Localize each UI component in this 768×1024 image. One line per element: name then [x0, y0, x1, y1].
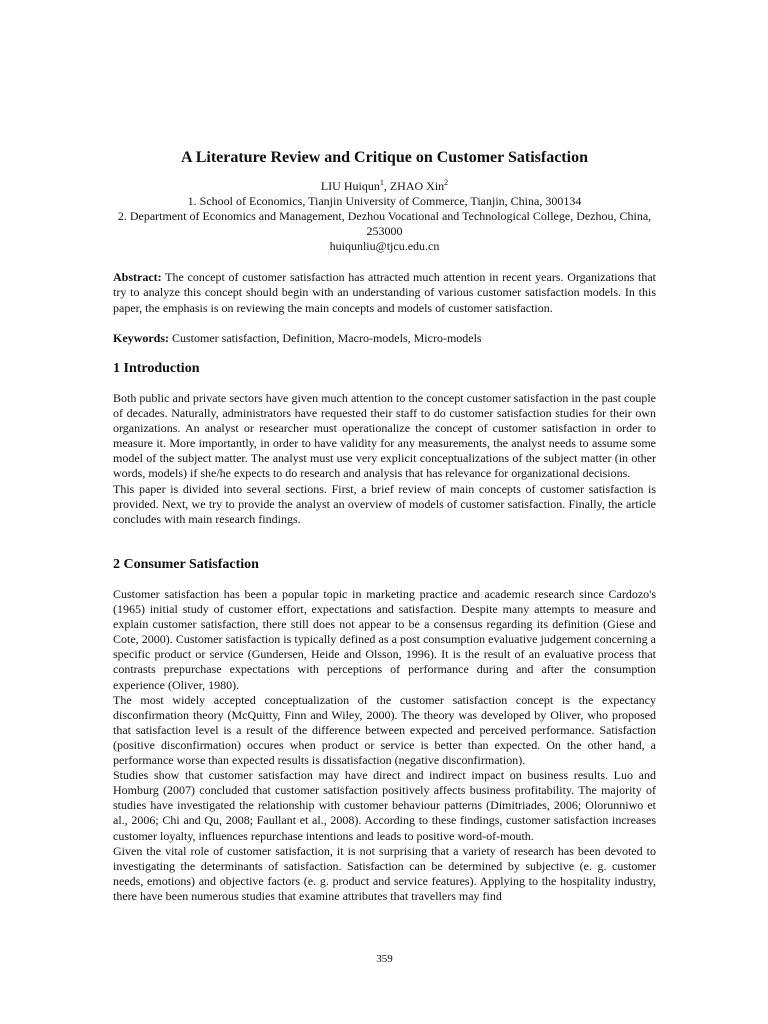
section-body-introduction — [113, 391, 656, 527]
author-names — [113, 179, 656, 194]
paragraph: Both public and private sectors have given much attention to the concept customer satisfaction in the past couple of decades. Naturally, administrators have requested their staff to do customer satisfaction studies for their own organizations. An analyst or researcher must operationalize the concept of customer satisfaction in order to measure it. More importantly, in order to have validity for any measurements, the analyst needs to assume some model of the subject matter. The analyst must use very explicit conceptualizations of the subject matter (in other words, models) if she/he expects to do research and analysis that has relevance for organizational decisions. — [113, 391, 656, 481]
section-body-consumer-satisfaction — [113, 587, 656, 904]
affiliation-2: 2. Department of Economics and Management, Dezhou Vocational and Technological College, Dezhou, China, 253000 — [117, 209, 652, 238]
page-number: 359 — [376, 953, 393, 965]
keywords-label: Keywords: — [113, 331, 169, 345]
paragraph: This paper is divided into several sections. First, a brief review of main concepts of customer satisfaction is provided. Next, we try to provide the analyst an overview of models of customer satisfaction. Finally, the article concludes with main research findings. — [113, 481, 656, 526]
section-heading-introduction: 1 Introduction — [113, 361, 200, 376]
keywords-text: Customer satisfaction, Definition, Macro-models, Micro-models — [169, 331, 482, 345]
paragraph: Customer satisfaction has been a popular topic in marketing practice and academic research since Cardozo's (1965) initial study of customer effort, expectations and satisfaction. Despite many attempts to measure and explain customer satisfaction, there still does not appear to be a consensus regarding its definition (Giese and Cote, 2000). Customer satisfaction is typically defined as a post consumption evaluative judgement concerning a specific product or service (Gundersen, Heide and Olsson, 1996). It is the result of an evaluative process that contrasts prepurchase expectations with perceptions of performance during and after the consumption experience (Oliver, 1980). — [113, 587, 656, 692]
paper-page — [113, 0, 656, 1024]
author-2-affiliation-mark: 2 — [444, 178, 449, 187]
abstract-label: Abstract: — [113, 270, 162, 284]
author-2: ZHAO Xin — [389, 179, 445, 193]
author-email: huiqunliu@tjcu.edu.cn — [329, 239, 440, 253]
section-heading-consumer-satisfaction: 2 Consumer Satisfaction — [113, 557, 259, 572]
abstract — [113, 270, 656, 316]
paragraph: The most widely accepted conceptualization of the customer satisfaction concept is the expectancy disconfirmation theory (McQuitty, Finn and Wiley, 2000). The theory was developed by Oliver, who proposed that satisfaction level is a result of the difference between expected and perceived performance. Satisfaction (positive disconfirmation) occures when product or service is better than expected. On the other hand, a performance worse than expected results is dissatisfaction (negative disconfirmation). — [113, 692, 656, 768]
author-1-affiliation-mark: 1 — [379, 178, 384, 187]
paragraph: Given the vital role of customer satisfaction, it is not surprising that a variety of research has been devoted to investigating the determinants of satisfaction. Satisfaction can be determined by subjective (e. g. customer needs, emotions) and objective factors (e. g. product and service features). Applying to the hospitality industry, there have been numerous studies that examine attributes that travellers may find — [113, 843, 656, 903]
paragraph: Studies show that customer satisfaction may have direct and indirect impact on business results. Luo and Homburg (2007) concluded that customer satisfaction positively affects business profitability. The majority of studies have investigated the relationship with customer behaviour patterns (Dimitriades, 2006; Olorunniwo et al., 2006; Chi and Qu, 2008; Faullant et al., 2008). According to these findings, customer satisfaction increases customer loyalty, influences repurchase intentions and leads to positive word-of-mouth. — [113, 768, 656, 843]
author-1: LIU Huiqun — [320, 179, 380, 193]
author-separator: , — [383, 179, 390, 193]
affiliation-1: 1. School of Economics, Tianjin University of Commerce, Tianjin, China, 300134 — [187, 194, 582, 208]
keywords — [113, 331, 656, 346]
abstract-text: The concept of customer satisfaction has attracted much attention in recent years. Organizations that try to analyze this concept should begin with an understanding of various customer satisfaction models. In this paper, the emphasis is on reviewing the main concepts and models of customer satisfaction. — [113, 270, 656, 315]
paper-title: A Literature Review and Critique on Customer Satisfaction — [181, 149, 588, 166]
author-block — [113, 179, 656, 254]
